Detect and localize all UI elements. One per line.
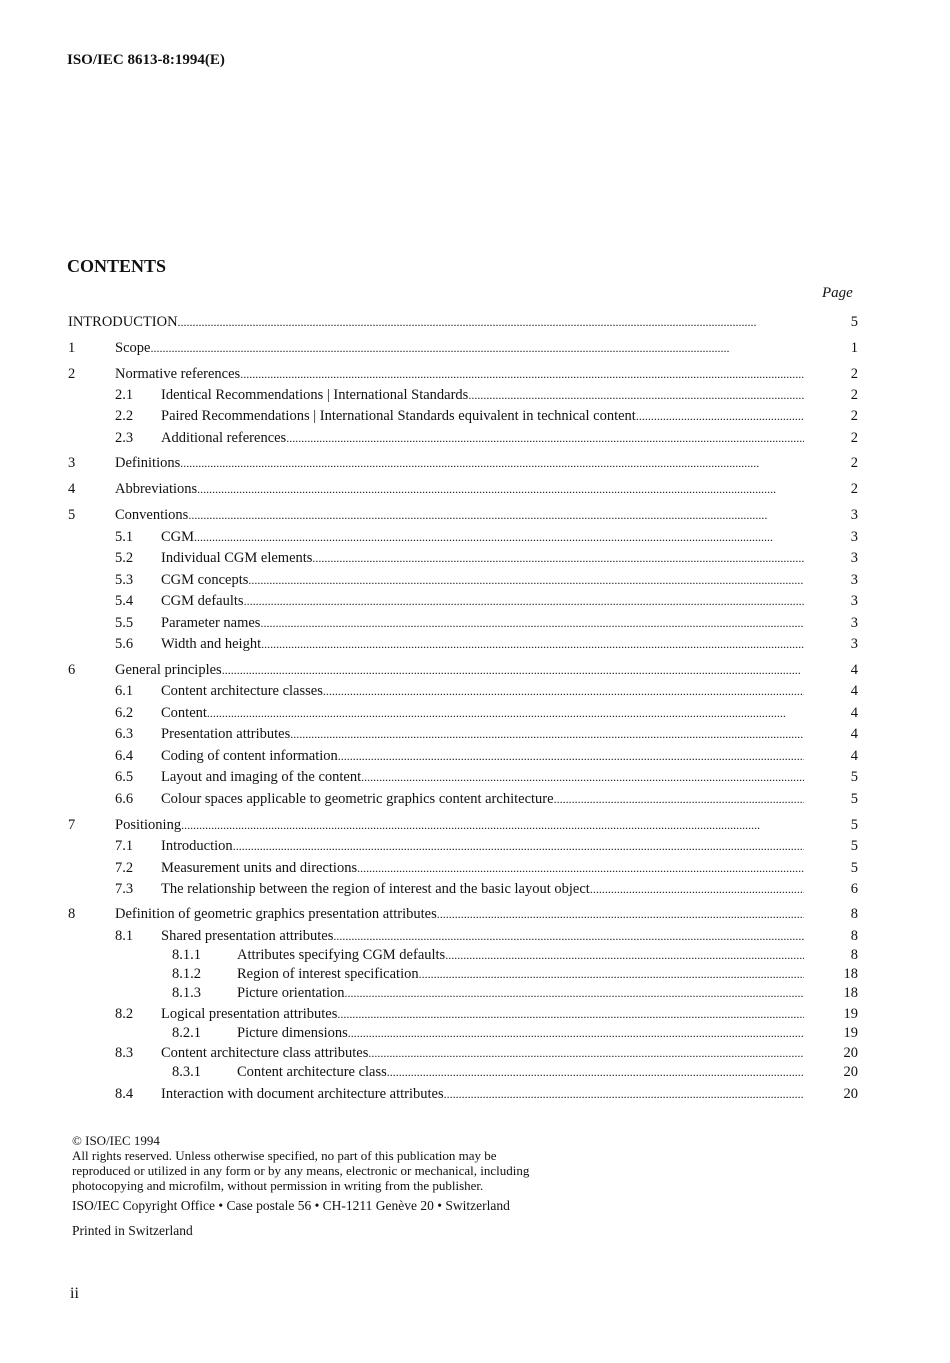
toc-entry-number: 8.1.1: [172, 947, 201, 963]
toc-entry-title: Width and height: [161, 636, 262, 652]
toc-entry-title: Content architecture class: [237, 1064, 387, 1080]
toc-entry-title: Conventions: [115, 507, 189, 523]
toc-entry-number: 5.5: [115, 615, 134, 631]
toc-entry-title: Definition of geometric graphics presentation attributes: [115, 906, 437, 922]
toc-entry-number: 8.3: [115, 1045, 134, 1061]
dot-leader: [361, 767, 804, 787]
dot-leader: [178, 312, 804, 332]
dot-leader: [333, 926, 804, 946]
toc-entry-page: 4: [850, 683, 858, 699]
toc-entry-title: Region of interest specification: [237, 966, 419, 982]
toc-entry[interactable]: [0, 570, 950, 590]
toc-entry-page: 5: [850, 838, 858, 854]
toc-entry-page: 8: [850, 928, 858, 944]
toc-entry-title: The relationship between the region of interest and the basic layout object: [161, 881, 590, 897]
toc-entry-title: General principles: [115, 662, 222, 678]
toc-entry-title: CGM defaults: [161, 593, 244, 609]
toc-entry-page: 3: [850, 529, 858, 545]
toc-entry-number: 6.2: [115, 705, 134, 721]
toc-entry-page: 4: [850, 726, 858, 742]
dot-leader: [338, 746, 804, 766]
toc-entry-title: Introduction: [161, 838, 233, 854]
dot-leader: [197, 479, 804, 499]
dot-leader: [222, 660, 804, 680]
dot-leader: [312, 548, 804, 568]
page-number: ii: [70, 1285, 79, 1302]
toc-entry[interactable]: [0, 505, 950, 525]
toc-entry[interactable]: [0, 789, 950, 809]
toc-entry[interactable]: [0, 1023, 950, 1043]
toc-entry[interactable]: [0, 815, 950, 835]
toc-entry-page: 8: [850, 947, 858, 963]
dot-leader: [368, 1043, 804, 1063]
copyright-line: photocopying and microfilm, without permission in writing from the publisher.: [72, 1178, 484, 1193]
toc-entry-page: 20: [843, 1045, 858, 1061]
toc-entry-page: 20: [843, 1064, 858, 1080]
toc-entry-page: 19: [843, 1025, 858, 1041]
toc-entry-title: Measurement units and directions: [161, 860, 358, 876]
toc-entry-title: Interaction with document architecture attributes: [161, 1086, 444, 1102]
dot-leader: [357, 858, 804, 878]
toc-entry[interactable]: [0, 453, 950, 473]
page-column-label: Page: [822, 285, 853, 301]
toc-entry-title: Picture dimensions: [237, 1025, 348, 1041]
toc-entry[interactable]: [0, 904, 950, 924]
copyright-notice: [72, 1133, 612, 1193]
toc-entry[interactable]: [0, 312, 950, 332]
toc-entry[interactable]: [0, 385, 950, 405]
toc-entry-page: 3: [850, 507, 858, 523]
toc-entry[interactable]: [0, 591, 950, 611]
toc-entry-page: 2: [850, 408, 858, 424]
toc-entry-number: 8: [68, 906, 76, 922]
toc-entry[interactable]: [0, 724, 950, 744]
toc-entry-page: 4: [850, 748, 858, 764]
toc-entry[interactable]: [0, 634, 950, 654]
toc-entry-title: Content architecture class attributes: [161, 1045, 369, 1061]
copyright-line: © ISO/IEC 1994: [72, 1133, 160, 1148]
toc-entry-title: Parameter names: [161, 615, 261, 631]
toc-entry-title: Colour spaces applicable to geometric graphics content architecture: [161, 791, 554, 807]
toc-entry-number: 2: [68, 366, 76, 382]
dot-leader: [188, 505, 804, 525]
copyright-office: ISO/IEC Copyright Office • Case postale 56 • CH-1211 Genève 20 • Switzerland: [72, 1198, 510, 1213]
toc-entry-number: 2.2: [115, 408, 134, 424]
toc-entry-page: 6: [850, 881, 858, 897]
toc-entry-title: Presentation attributes: [161, 726, 291, 742]
dot-leader: [348, 1023, 804, 1043]
toc-entry-page: 5: [850, 860, 858, 876]
dot-leader: [244, 591, 804, 611]
toc-entry[interactable]: [0, 983, 950, 1003]
toc-entry[interactable]: [0, 945, 950, 965]
toc-entry-title: Layout and imaging of the content: [161, 769, 362, 785]
toc-entry[interactable]: [0, 527, 950, 547]
toc-entry-title: Identical Recommendations | International Standards: [161, 387, 469, 403]
toc-entry[interactable]: [0, 338, 950, 358]
toc-entry-number: 8.2: [115, 1006, 134, 1022]
toc-entry-number: 5.4: [115, 593, 134, 609]
toc-entry-title: Positioning: [115, 817, 182, 833]
toc-entry-number: 7.3: [115, 881, 134, 897]
dot-leader: [248, 570, 804, 590]
toc-entry-number: 8.4: [115, 1086, 134, 1102]
document-id-header: ISO/IEC 8613-8:1994(E): [67, 52, 225, 68]
toc-entry-number: 5.6: [115, 636, 134, 652]
toc-entry-title: CGM: [161, 529, 195, 545]
toc-entry-page: 4: [850, 705, 858, 721]
toc-entry[interactable]: [0, 703, 950, 723]
copyright-line: All rights reserved. Unless otherwise specified, no part of this publication may be: [72, 1148, 497, 1163]
toc-entry-page: 5: [850, 769, 858, 785]
dot-leader: [233, 836, 804, 856]
dot-leader: [445, 945, 804, 965]
toc-entry-number: 3: [68, 455, 76, 471]
toc-entry[interactable]: [0, 1062, 950, 1082]
toc-entry-title: Coding of content information: [161, 748, 338, 764]
toc-entry-title: INTRODUCTION: [68, 314, 178, 330]
toc-entry-title: CGM concepts: [161, 572, 249, 588]
toc-entry-title: Definitions: [115, 455, 181, 471]
toc-entry-page: 1: [850, 340, 858, 356]
dot-leader: [437, 904, 804, 924]
toc-entry-title: Shared presentation attributes: [161, 928, 334, 944]
toc-entry[interactable]: [0, 746, 950, 766]
dot-leader: [444, 1084, 804, 1104]
toc-entry-title: Content: [161, 705, 207, 721]
dot-leader: [150, 338, 804, 358]
dot-leader: [323, 681, 804, 701]
toc-entry-number: 6.5: [115, 769, 134, 785]
dot-leader: [337, 1004, 804, 1024]
dot-leader: [419, 964, 804, 984]
toc-entry-number: 6.3: [115, 726, 134, 742]
toc-entry-title: Abbreviations: [115, 481, 198, 497]
toc-entry-number: 2.1: [115, 387, 134, 403]
dot-leader: [468, 385, 804, 405]
toc-entry-number: 8.1: [115, 928, 134, 944]
dot-leader: [194, 527, 804, 547]
dot-leader: [261, 634, 804, 654]
toc-entry-number: 5.3: [115, 572, 134, 588]
dot-leader: [260, 613, 804, 633]
toc-entry-page: 3: [850, 550, 858, 566]
dot-leader: [240, 364, 804, 384]
toc-entry[interactable]: [0, 479, 950, 499]
toc-entry[interactable]: [0, 1084, 950, 1104]
toc-entry[interactable]: [0, 1043, 950, 1063]
toc-entry-page: 8: [850, 906, 858, 922]
dot-leader: [290, 724, 804, 744]
toc-entry-page: 2: [850, 430, 858, 446]
toc-entry-page: 5: [850, 817, 858, 833]
toc-entry-number: 5.1: [115, 529, 134, 545]
toc-entry-number: 6.6: [115, 791, 134, 807]
toc-entry-page: 2: [850, 366, 858, 382]
toc-entry[interactable]: [0, 879, 950, 899]
toc-entry[interactable]: [0, 1004, 950, 1024]
toc-entry[interactable]: [0, 858, 950, 878]
toc-entry-title: Content architecture classes: [161, 683, 323, 699]
dot-leader: [636, 406, 804, 426]
toc-entry-page: 4: [850, 662, 858, 678]
toc-entry-number: 2.3: [115, 430, 134, 446]
dot-leader: [345, 983, 804, 1003]
toc-entry-number: 4: [68, 481, 76, 497]
toc-entry-page: 18: [843, 985, 858, 1001]
toc-entry-page: 3: [850, 615, 858, 631]
dot-leader: [387, 1062, 804, 1082]
dot-leader: [554, 789, 804, 809]
toc-entry-page: 3: [850, 636, 858, 652]
toc-entry-page: 3: [850, 593, 858, 609]
toc-entry-page: 19: [843, 1006, 858, 1022]
toc-entry[interactable]: [0, 406, 950, 426]
toc-entry[interactable]: [0, 364, 950, 384]
toc-entry[interactable]: [0, 964, 950, 984]
toc-entry-page: 18: [843, 966, 858, 982]
toc-entry-page: 2: [850, 455, 858, 471]
toc-entry-title: Picture orientation: [237, 985, 345, 1001]
toc-entry-title: Normative references: [115, 366, 241, 382]
toc-entry-page: 5: [850, 314, 858, 330]
toc-entry-number: 7.1: [115, 838, 134, 854]
printed-in: Printed in Switzerland: [72, 1223, 193, 1238]
toc-entry-number: 5.2: [115, 550, 134, 566]
dot-leader: [590, 879, 804, 899]
toc-entry[interactable]: [0, 548, 950, 568]
toc-entry[interactable]: [0, 660, 950, 680]
toc-entry-title: Additional references: [161, 430, 287, 446]
contents-title: CONTENTS: [67, 256, 167, 276]
copyright-line: reproduced or utilized in any form or by any means, electronic or mechanical, including: [72, 1163, 530, 1178]
toc-entry-number: 6: [68, 662, 76, 678]
toc-entry-number: 8.1.2: [172, 966, 201, 982]
toc-entry-title: Attributes specifying CGM defaults: [237, 947, 446, 963]
toc-entry-number: 7: [68, 817, 76, 833]
toc-entry-page: 3: [850, 572, 858, 588]
toc-entry-number: 1: [68, 340, 76, 356]
toc-entry-title: Individual CGM elements: [161, 550, 313, 566]
toc-entry-number: 7.2: [115, 860, 134, 876]
toc-entry-number: 6.1: [115, 683, 134, 699]
toc-entry-title: Paired Recommendations | International Standards equivalent in technical content: [161, 408, 636, 424]
toc-entry[interactable]: [0, 767, 950, 787]
toc-entry-number: 8.2.1: [172, 1025, 201, 1041]
toc-entry-page: 20: [843, 1086, 858, 1102]
toc-entry[interactable]: [0, 926, 950, 946]
toc-entry-page: 5: [850, 791, 858, 807]
dot-leader: [286, 428, 804, 448]
toc-entry-number: 8.1.3: [172, 985, 201, 1001]
toc-entry-title: Logical presentation attributes: [161, 1006, 338, 1022]
toc-entry[interactable]: [0, 681, 950, 701]
toc-entry-number: 6.4: [115, 748, 134, 764]
toc-entry-page: 2: [850, 481, 858, 497]
toc-entry[interactable]: [0, 428, 950, 448]
dot-leader: [207, 703, 804, 723]
toc-entry[interactable]: [0, 613, 950, 633]
toc-entry-page: 2: [850, 387, 858, 403]
dot-leader: [180, 453, 804, 473]
toc-entry[interactable]: [0, 836, 950, 856]
dot-leader: [181, 815, 804, 835]
toc-entry-number: 5: [68, 507, 76, 523]
toc-entry-number: 8.3.1: [172, 1064, 201, 1080]
toc-entry-title: Scope: [115, 340, 151, 356]
